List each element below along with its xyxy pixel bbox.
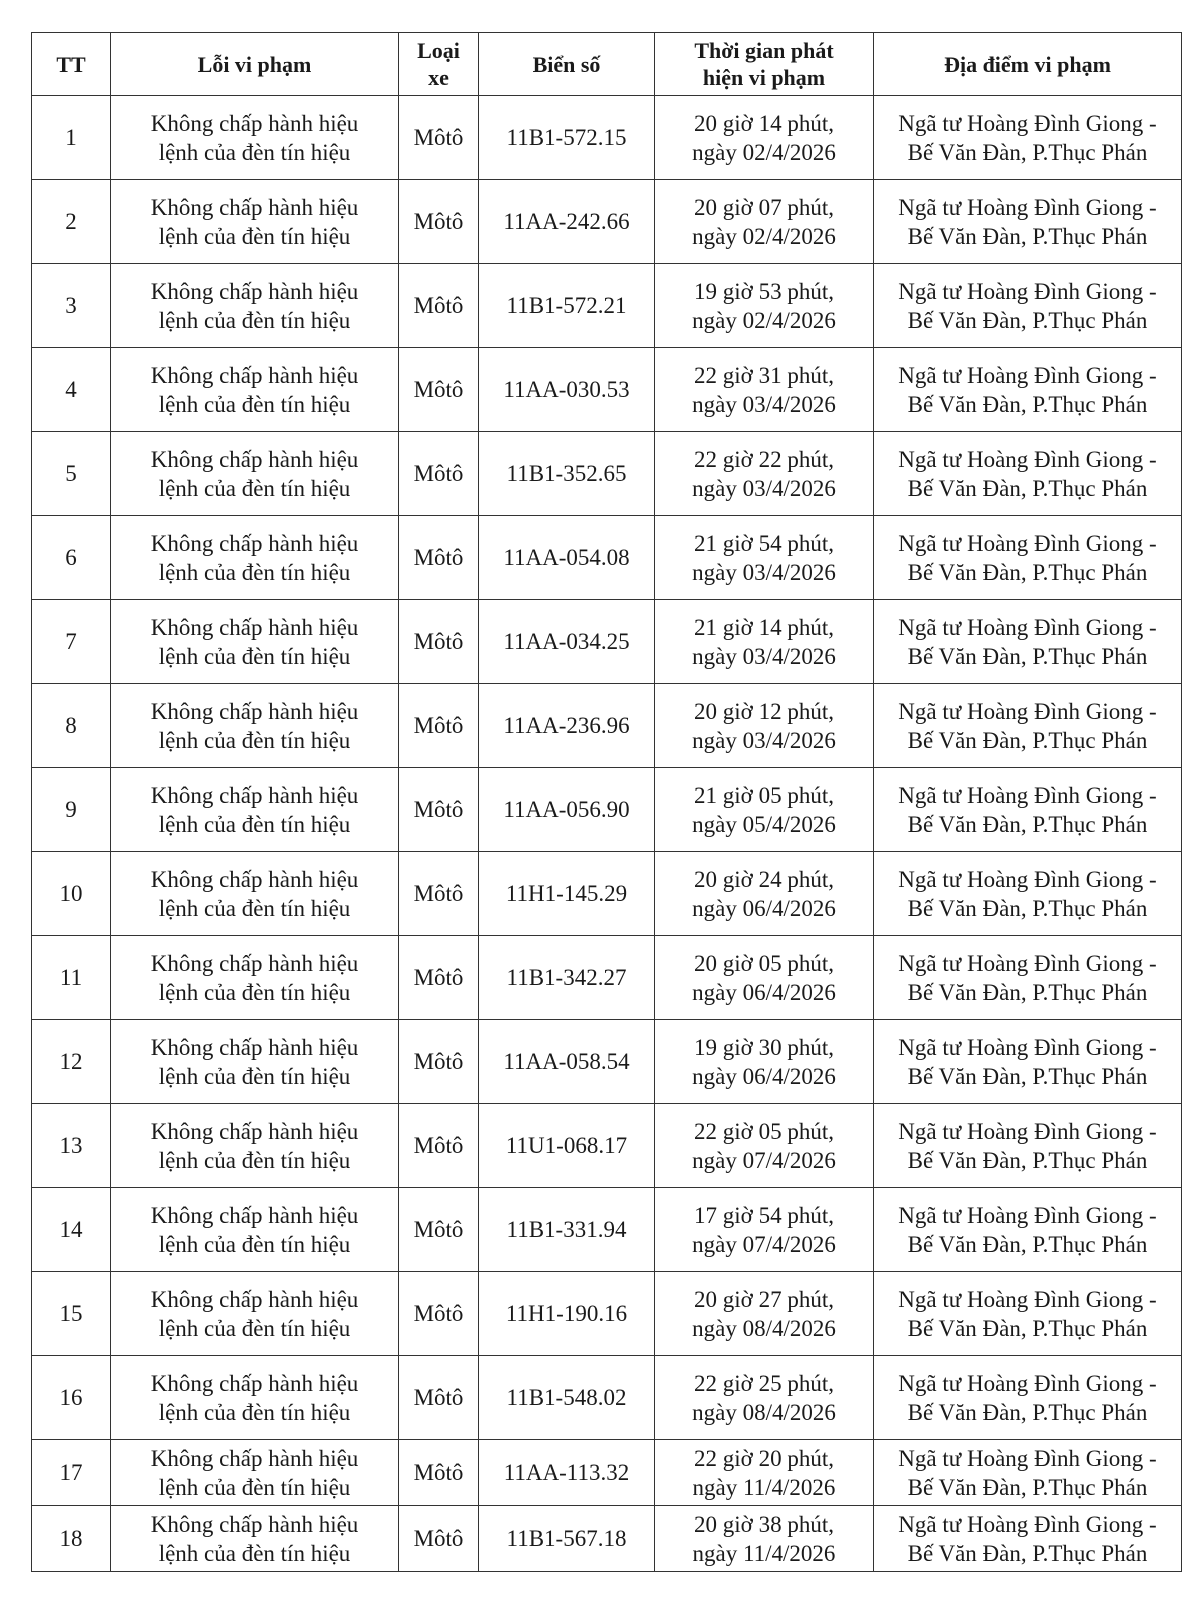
time-line1: 22 giờ 22 phút, <box>694 446 834 472</box>
time-cell <box>655 1020 874 1104</box>
violation-line2: lệnh của đèn tín hiệu <box>158 1147 351 1173</box>
location-line1: Ngã tư Hoàng Đình Giong - <box>898 362 1157 388</box>
location-line2: Bế Văn Đàn, P.Thục Phán <box>907 223 1148 249</box>
row-number: 4 <box>32 348 111 432</box>
vehicle-type: Môtô <box>399 936 479 1020</box>
location-cell <box>874 180 1182 264</box>
table-row <box>32 1356 1182 1440</box>
location-cell <box>874 1188 1182 1272</box>
location-line2: Bế Văn Đàn, P.Thục Phán <box>907 895 1148 921</box>
location-line2: Bế Văn Đàn, P.Thục Phán <box>907 643 1148 669</box>
location-line2: Bế Văn Đàn, P.Thục Phán <box>907 1147 1148 1173</box>
license-plate: 11B1-572.21 <box>479 264 655 348</box>
time-line2: ngày 08/4/2026 <box>692 1399 836 1425</box>
location-line2: Bế Văn Đàn, P.Thục Phán <box>907 559 1148 585</box>
table-row <box>32 1020 1182 1104</box>
time-line2: ngày 03/4/2026 <box>692 559 836 585</box>
location-line1: Ngã tư Hoàng Đình Giong - <box>898 1118 1157 1144</box>
row-number: 3 <box>32 264 111 348</box>
location-cell <box>874 348 1182 432</box>
location-cell <box>874 936 1182 1020</box>
row-number: 17 <box>32 1440 111 1506</box>
violation-cell <box>111 600 399 684</box>
time-cell <box>655 264 874 348</box>
table-row <box>32 432 1182 516</box>
violation-cell <box>111 684 399 768</box>
violation-line1: Không chấp hành hiệu <box>150 1286 359 1312</box>
violation-cell <box>111 264 399 348</box>
time-cell <box>655 1188 874 1272</box>
time-line2: ngày 03/4/2026 <box>692 643 836 669</box>
table-row <box>32 96 1182 180</box>
time-line2: ngày 11/4/2026 <box>692 1474 836 1500</box>
vehicle-type: Môtô <box>399 96 479 180</box>
time-cell <box>655 1440 874 1506</box>
violation-line1: Không chấp hành hiệu <box>150 1118 359 1144</box>
violation-line1: Không chấp hành hiệu <box>150 110 359 136</box>
license-plate: 11H1-190.16 <box>479 1272 655 1356</box>
violation-line2: lệnh của đèn tín hiệu <box>158 475 351 501</box>
location-cell <box>874 1440 1182 1506</box>
violation-line1: Không chấp hành hiệu <box>150 362 359 388</box>
violation-line1: Không chấp hành hiệu <box>150 446 359 472</box>
vehicle-type: Môtô <box>399 1272 479 1356</box>
location-line2: Bế Văn Đàn, P.Thục Phán <box>907 139 1148 165</box>
time-line1: 20 giờ 24 phút, <box>694 866 834 892</box>
time-line1: 22 giờ 31 phút, <box>694 362 834 388</box>
location-cell <box>874 1020 1182 1104</box>
time-cell <box>655 936 874 1020</box>
violation-line2: lệnh của đèn tín hiệu <box>158 1315 351 1341</box>
location-line1: Ngã tư Hoàng Đình Giong - <box>898 614 1157 640</box>
time-line2: ngày 03/4/2026 <box>692 475 836 501</box>
row-number: 7 <box>32 600 111 684</box>
row-number: 14 <box>32 1188 111 1272</box>
vehicle-type: Môtô <box>399 852 479 936</box>
time-line2: ngày 03/4/2026 <box>692 391 836 417</box>
license-plate: 11AA-056.90 <box>479 768 655 852</box>
violation-line1: Không chấp hành hiệu <box>150 1511 359 1537</box>
violation-line1: Không chấp hành hiệu <box>150 1034 359 1060</box>
location-line2: Bế Văn Đàn, P.Thục Phán <box>907 727 1148 753</box>
violation-cell <box>111 516 399 600</box>
time-line2: ngày 06/4/2026 <box>692 1063 836 1089</box>
license-plate: 11AA-034.25 <box>479 600 655 684</box>
violation-cell <box>111 1104 399 1188</box>
table-body <box>32 96 1182 1572</box>
vehicle-type: Môtô <box>399 1020 479 1104</box>
violation-line1: Không chấp hành hiệu <box>150 1370 359 1396</box>
table-row <box>32 516 1182 600</box>
table-row <box>32 348 1182 432</box>
row-number: 15 <box>32 1272 111 1356</box>
vehicle-type: Môtô <box>399 264 479 348</box>
violation-line1: Không chấp hành hiệu <box>150 614 359 640</box>
vehicle-type: Môtô <box>399 1104 479 1188</box>
license-plate: 11B1-572.15 <box>479 96 655 180</box>
violation-line1: Không chấp hành hiệu <box>150 194 359 220</box>
violation-line1: Không chấp hành hiệu <box>150 698 359 724</box>
time-cell <box>655 180 874 264</box>
violation-cell <box>111 852 399 936</box>
time-line1: 21 giờ 14 phút, <box>694 614 834 640</box>
header-plate: Biển số <box>479 33 655 96</box>
table-row <box>32 1440 1182 1506</box>
location-line1: Ngã tư Hoàng Đình Giong - <box>898 1370 1157 1396</box>
location-cell <box>874 600 1182 684</box>
row-number: 11 <box>32 936 111 1020</box>
violation-cell <box>111 96 399 180</box>
location-cell <box>874 1272 1182 1356</box>
violation-line2: lệnh của đèn tín hiệu <box>158 1540 351 1566</box>
time-line2: ngày 08/4/2026 <box>692 1315 836 1341</box>
violation-line2: lệnh của đèn tín hiệu <box>158 307 351 333</box>
row-number: 10 <box>32 852 111 936</box>
table-row <box>32 1272 1182 1356</box>
location-line1: Ngã tư Hoàng Đình Giong - <box>898 1034 1157 1060</box>
row-number: 9 <box>32 768 111 852</box>
violation-line2: lệnh của đèn tín hiệu <box>158 979 351 1005</box>
license-plate: 11AA-054.08 <box>479 516 655 600</box>
header-time <box>655 33 874 96</box>
license-plate: 11B1-548.02 <box>479 1356 655 1440</box>
vehicle-type: Môtô <box>399 348 479 432</box>
violation-line2: lệnh của đèn tín hiệu <box>158 559 351 585</box>
header-time-line1: Thời gian phát <box>694 38 834 63</box>
violation-line1: Không chấp hành hiệu <box>150 278 359 304</box>
table-row <box>32 264 1182 348</box>
location-cell <box>874 852 1182 936</box>
violation-line1: Không chấp hành hiệu <box>150 1202 359 1228</box>
violation-cell <box>111 768 399 852</box>
header-vehicle-type-line1: Loại <box>417 38 460 63</box>
row-number: 6 <box>32 516 111 600</box>
vehicle-type: Môtô <box>399 768 479 852</box>
location-cell <box>874 96 1182 180</box>
location-cell <box>874 264 1182 348</box>
location-line1: Ngã tư Hoàng Đình Giong - <box>898 110 1157 136</box>
license-plate: 11B1-331.94 <box>479 1188 655 1272</box>
violation-line2: lệnh của đèn tín hiệu <box>158 727 351 753</box>
location-cell <box>874 1506 1182 1572</box>
time-line2: ngày 07/4/2026 <box>692 1147 836 1173</box>
location-line2: Bế Văn Đàn, P.Thục Phán <box>907 1474 1148 1500</box>
location-line1: Ngã tư Hoàng Đình Giong - <box>898 698 1157 724</box>
time-line1: 20 giờ 12 phút, <box>694 698 834 724</box>
vehicle-type: Môtô <box>399 516 479 600</box>
time-line1: 19 giờ 30 phút, <box>694 1034 834 1060</box>
time-line1: 21 giờ 54 phút, <box>694 530 834 556</box>
table-row <box>32 684 1182 768</box>
violation-line2: lệnh của đèn tín hiệu <box>158 643 351 669</box>
location-line1: Ngã tư Hoàng Đình Giong - <box>898 1445 1157 1471</box>
violation-cell <box>111 1188 399 1272</box>
location-cell <box>874 768 1182 852</box>
time-line1: 20 giờ 27 phút, <box>694 1286 834 1312</box>
violation-line1: Không chấp hành hiệu <box>150 782 359 808</box>
vehicle-type: Môtô <box>399 1356 479 1440</box>
violation-cell <box>111 936 399 1020</box>
violation-line2: lệnh của đèn tín hiệu <box>158 391 351 417</box>
table-row <box>32 768 1182 852</box>
time-cell <box>655 348 874 432</box>
license-plate: 11AA-242.66 <box>479 180 655 264</box>
violation-line2: lệnh của đèn tín hiệu <box>158 811 351 837</box>
time-cell <box>655 768 874 852</box>
location-line1: Ngã tư Hoàng Đình Giong - <box>898 194 1157 220</box>
time-cell <box>655 1356 874 1440</box>
violation-cell <box>111 348 399 432</box>
time-line1: 20 giờ 14 phút, <box>694 110 834 136</box>
violation-line2: lệnh của đèn tín hiệu <box>158 1231 351 1257</box>
violation-cell <box>111 1440 399 1506</box>
time-line2: ngày 06/4/2026 <box>692 895 836 921</box>
time-line1: 22 giờ 25 phút, <box>694 1370 834 1396</box>
header-violation: Lỗi vi phạm <box>111 33 399 96</box>
license-plate: 11B1-342.27 <box>479 936 655 1020</box>
header-time-line2: hiện vi phạm <box>702 65 826 90</box>
location-line2: Bế Văn Đàn, P.Thục Phán <box>907 1063 1148 1089</box>
location-line2: Bế Văn Đàn, P.Thục Phán <box>907 811 1148 837</box>
location-line1: Ngã tư Hoàng Đình Giong - <box>898 782 1157 808</box>
vehicle-type: Môtô <box>399 1506 479 1572</box>
time-cell <box>655 600 874 684</box>
location-cell <box>874 1356 1182 1440</box>
time-cell <box>655 852 874 936</box>
location-line2: Bế Văn Đàn, P.Thục Phán <box>907 1231 1148 1257</box>
time-line2: ngày 06/4/2026 <box>692 979 836 1005</box>
violation-line2: lệnh của đèn tín hiệu <box>158 139 351 165</box>
time-line1: 21 giờ 05 phút, <box>694 782 834 808</box>
violation-line2: lệnh của đèn tín hiệu <box>158 1474 351 1500</box>
time-line1: 22 giờ 20 phút, <box>694 1445 834 1471</box>
location-line1: Ngã tư Hoàng Đình Giong - <box>898 278 1157 304</box>
violation-line1: Không chấp hành hiệu <box>150 866 359 892</box>
violation-cell <box>111 1020 399 1104</box>
header-location: Địa điểm vi phạm <box>874 33 1182 96</box>
license-plate: 11H1-145.29 <box>479 852 655 936</box>
header-vehicle-type-line2: xe <box>428 65 449 90</box>
table-row <box>32 600 1182 684</box>
location-line1: Ngã tư Hoàng Đình Giong - <box>898 950 1157 976</box>
table-row <box>32 1506 1182 1572</box>
location-line2: Bế Văn Đàn, P.Thục Phán <box>907 1399 1148 1425</box>
vehicle-type: Môtô <box>399 1440 479 1506</box>
license-plate: 11AA-236.96 <box>479 684 655 768</box>
vehicle-type: Môtô <box>399 684 479 768</box>
time-cell <box>655 96 874 180</box>
license-plate: 11B1-567.18 <box>479 1506 655 1572</box>
license-plate: 11B1-352.65 <box>479 432 655 516</box>
time-line1: 19 giờ 53 phút, <box>694 278 834 304</box>
location-line1: Ngã tư Hoàng Đình Giong - <box>898 866 1157 892</box>
row-number: 8 <box>32 684 111 768</box>
header-row <box>32 33 1182 96</box>
row-number: 5 <box>32 432 111 516</box>
table-row <box>32 852 1182 936</box>
row-number: 16 <box>32 1356 111 1440</box>
violation-cell <box>111 180 399 264</box>
table-row <box>32 936 1182 1020</box>
location-cell <box>874 1104 1182 1188</box>
vehicle-type: Môtô <box>399 600 479 684</box>
location-line1: Ngã tư Hoàng Đình Giong - <box>898 1511 1157 1537</box>
license-plate: 11AA-113.32 <box>479 1440 655 1506</box>
violation-line1: Không chấp hành hiệu <box>150 1445 359 1471</box>
location-cell <box>874 432 1182 516</box>
location-line2: Bế Văn Đàn, P.Thục Phán <box>907 391 1148 417</box>
location-line1: Ngã tư Hoàng Đình Giong - <box>898 1286 1157 1312</box>
table-row <box>32 1104 1182 1188</box>
location-line2: Bế Văn Đàn, P.Thục Phán <box>907 1315 1148 1341</box>
violation-cell <box>111 1506 399 1572</box>
time-line1: 17 giờ 54 phút, <box>694 1202 834 1228</box>
time-line2: ngày 11/4/2026 <box>692 1540 836 1566</box>
time-line2: ngày 07/4/2026 <box>692 1231 836 1257</box>
license-plate: 11AA-058.54 <box>479 1020 655 1104</box>
violation-cell <box>111 1356 399 1440</box>
violation-cell <box>111 432 399 516</box>
time-line2: ngày 02/4/2026 <box>692 223 836 249</box>
row-number: 13 <box>32 1104 111 1188</box>
row-number: 1 <box>32 96 111 180</box>
license-plate: 11U1-068.17 <box>479 1104 655 1188</box>
time-line2: ngày 02/4/2026 <box>692 139 836 165</box>
violation-line2: lệnh của đèn tín hiệu <box>158 223 351 249</box>
violation-line2: lệnh của đèn tín hiệu <box>158 895 351 921</box>
violations-table <box>31 32 1182 1572</box>
violation-line2: lệnh của đèn tín hiệu <box>158 1063 351 1089</box>
time-line2: ngày 02/4/2026 <box>692 307 836 333</box>
time-cell <box>655 432 874 516</box>
time-line1: 20 giờ 38 phút, <box>694 1511 834 1537</box>
table-row <box>32 1188 1182 1272</box>
violation-line1: Không chấp hành hiệu <box>150 530 359 556</box>
row-number: 12 <box>32 1020 111 1104</box>
vehicle-type: Môtô <box>399 432 479 516</box>
license-plate: 11AA-030.53 <box>479 348 655 432</box>
time-line1: 22 giờ 05 phút, <box>694 1118 834 1144</box>
violation-line2: lệnh của đèn tín hiệu <box>158 1399 351 1425</box>
location-line2: Bế Văn Đàn, P.Thục Phán <box>907 979 1148 1005</box>
vehicle-type: Môtô <box>399 180 479 264</box>
time-cell <box>655 1506 874 1572</box>
header-tt: TT <box>32 33 111 96</box>
table-row <box>32 180 1182 264</box>
time-cell <box>655 516 874 600</box>
location-line2: Bế Văn Đàn, P.Thục Phán <box>907 475 1148 501</box>
row-number: 18 <box>32 1506 111 1572</box>
time-line1: 20 giờ 07 phút, <box>694 194 834 220</box>
time-cell <box>655 1272 874 1356</box>
location-line1: Ngã tư Hoàng Đình Giong - <box>898 1202 1157 1228</box>
time-line2: ngày 05/4/2026 <box>692 811 836 837</box>
violation-line1: Không chấp hành hiệu <box>150 950 359 976</box>
header-vehicle-type <box>399 33 479 96</box>
location-cell <box>874 516 1182 600</box>
time-line2: ngày 03/4/2026 <box>692 727 836 753</box>
location-cell <box>874 684 1182 768</box>
location-line2: Bế Văn Đàn, P.Thục Phán <box>907 1540 1148 1566</box>
vehicle-type: Môtô <box>399 1188 479 1272</box>
location-line2: Bế Văn Đàn, P.Thục Phán <box>907 307 1148 333</box>
time-cell <box>655 684 874 768</box>
time-line1: 20 giờ 05 phút, <box>694 950 834 976</box>
violation-cell <box>111 1272 399 1356</box>
location-line1: Ngã tư Hoàng Đình Giong - <box>898 530 1157 556</box>
row-number: 2 <box>32 180 111 264</box>
location-line1: Ngã tư Hoàng Đình Giong - <box>898 446 1157 472</box>
time-cell <box>655 1104 874 1188</box>
